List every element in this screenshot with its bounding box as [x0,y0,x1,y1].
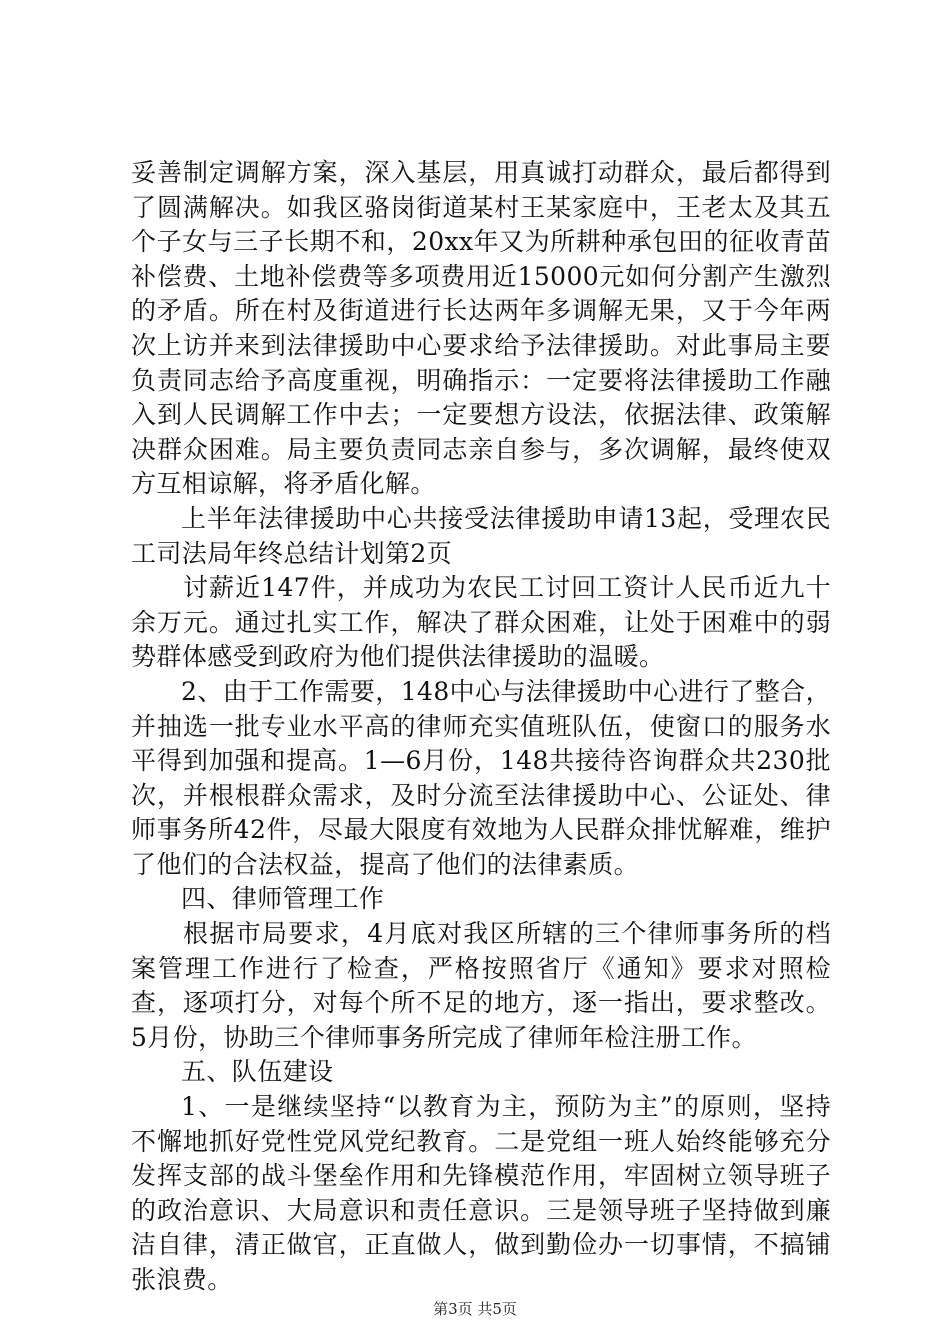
paragraph-continuation: 妥善制定调解方案，深入基层，用真诚打动群众，最后都得到了圆满解决。如我区骆岗街道某村王某家庭中，王老太及其五个子女与三子长期不和，20xx年又为所耕种承包田的征收青苗补偿费、土地补偿费等多项费用近15000元如何分割产生激烈的矛盾。所在村及街道进行长达两年多调解无果，又于今年两次上访并来到法律援助中心要求给予法律援助。对此事局主要负责同志给予高度重视，明确指示：一定要将法律援助工作融入到人民调解工作中去；一定要想方设法，依据法律、政策解决群众困难。局主要负责同志亲自参与，多次调解，最终使双方互相谅解，将矛盾化解。 [131,158,831,499]
document-body [131,156,831,1298]
section-heading-team-building: 五、队伍建设 [181,1057,334,1087]
paragraph-team-building: 1、一是继续坚持“以教育为主，预防为主”的原则，坚持不懈地抓好党性党风党纪教育。二是党组一班人始终能够充分发挥支部的战斗堡垒作用和先锋模范作用，牢固树立领导班子的政治意识、大局意识和责任意识。三是领导班子坚持做到廉洁自律，清正做官，正直做人，做到勤俭办一切事情，不搞铺张浪费。 [131,1092,831,1294]
page-number-footer: 第3页 共5页 [433,1300,517,1318]
paragraph-148-center: 2、由于工作需要，148中心与法律援助中心进行了整合，并抽选一批专业水平高的律师充实值班队伍，使窗口的服务水平得到加强和提高。1—6月份，148共接待咨询群众共230批次，并根根群众需求，及时分流至法律援助中心、公证处、律师事务所42件，尽最大限度有效地为人民群众排忧解难，维护了他们的合法权益，提高了他们的法律素质。 [131,676,831,879]
paragraph-legal-aid-summary: 上半年法律援助中心共接受法律援助申请13起，受理农民工司法局年终总结计划第2页 [131,503,831,568]
paragraph-wage-recovery: 讨薪近147件，并成功为农民工讨回工资计人民币近九十余万元。通过扎实工作，解决了群众困难，让处于困难中的弱势群体感受到政府为他们提供法律援助的温暖。 [131,573,831,672]
paragraph-lawyer-management: 根据市局要求，4月底对我区所辖的三个律师事务所的档案管理工作进行了检查，严格按照省厅《通知》要求对照检查，逐项打分，对每个所不足的地方，逐一指出，要求整改。5月份，协助三个律师事务所完成了律师年检注册工作。 [131,919,831,1052]
section-heading-lawyer-management: 四、律师管理工作 [181,884,385,914]
